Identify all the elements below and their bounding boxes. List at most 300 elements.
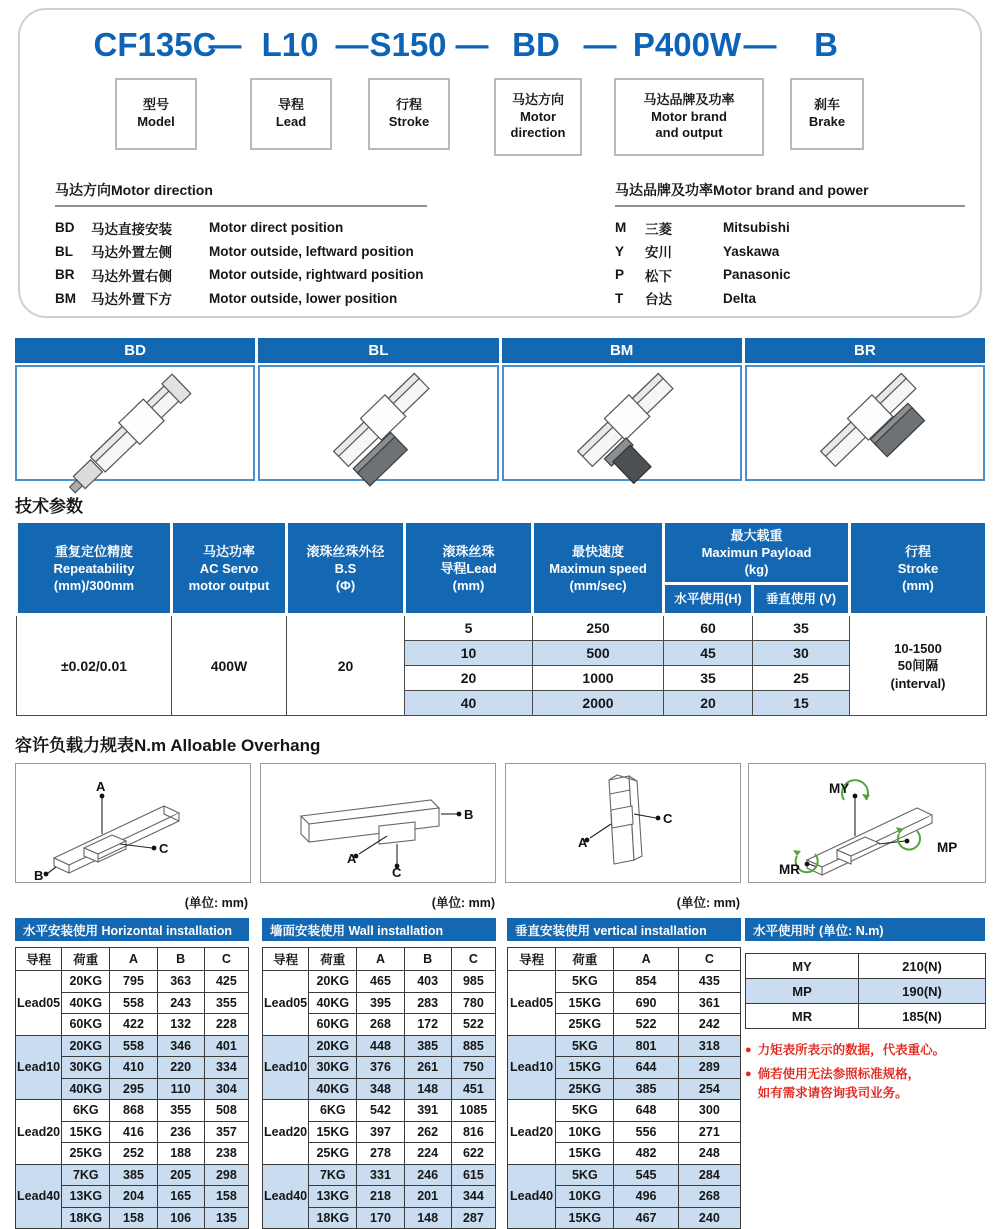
tech-cell: 20: [664, 691, 753, 716]
install-table-2: [507, 947, 741, 1229]
install-row: [263, 1100, 496, 1122]
model-code-line: [0, 26, 1000, 68]
lead-group-cell: Lead20: [508, 1100, 556, 1165]
vertical-installation-title: 垂直安装使用 vertical installation: [507, 918, 741, 941]
motor-brand-title: 马达品牌及功率Motor brand and power: [615, 180, 965, 207]
data-cell: 25KG: [556, 1078, 614, 1100]
moment-cell: MY: [746, 954, 859, 979]
tech-cell: 25: [753, 666, 850, 691]
note-item: [745, 1041, 985, 1060]
install-row: [16, 971, 249, 993]
lead-group-cell: Lead05: [16, 971, 62, 1036]
option-label-en: Motor outside, lower position: [209, 290, 398, 306]
data-cell: 448: [357, 1035, 404, 1057]
data-cell: 355: [157, 1100, 204, 1122]
install-table: [15, 947, 249, 1229]
data-cell: 397: [357, 1121, 404, 1143]
note-line: 力矩表所表示的数据，代表重心。: [757, 1043, 946, 1057]
actuator-illustration-bd: [15, 365, 255, 481]
data-cell: 236: [157, 1121, 204, 1143]
data-cell: 172: [404, 1014, 451, 1036]
stroke-line: 10-1500: [894, 640, 942, 656]
option-label-en: Motor outside, rightward position: [209, 267, 424, 283]
data-cell: 410: [110, 1057, 157, 1079]
overhang-section-title: 容许负载力规表N.m Alloable Overhang: [15, 736, 321, 755]
data-cell: 465: [357, 971, 404, 993]
data-cell: 238: [204, 1143, 248, 1165]
tech-cell: 2000: [533, 691, 664, 716]
install-header-row: [508, 948, 741, 971]
data-cell: 522: [614, 1014, 678, 1036]
col-header: 导程: [16, 948, 62, 971]
col-header: B: [157, 948, 204, 971]
orientation-label-bl: BL: [258, 338, 498, 363]
option-label-cn: 松下: [645, 268, 672, 284]
motor-direction-item: [55, 263, 427, 287]
data-cell: 5KG: [556, 1035, 614, 1057]
data-cell: 165: [157, 1186, 204, 1208]
moment-cell: 210(N): [859, 954, 986, 979]
data-cell: 240: [678, 1207, 740, 1229]
install-header-row: [263, 948, 496, 971]
data-cell: 300: [678, 1100, 740, 1122]
actuator-illustration-bl: [258, 365, 498, 481]
note-line: 如有需求请咨询我司业务。: [757, 1085, 908, 1100]
data-cell: 110: [157, 1078, 204, 1100]
model-dash: —: [455, 26, 489, 63]
orientation-strip: [15, 338, 985, 481]
data-cell: 545: [614, 1164, 678, 1186]
model-legend-box: [250, 78, 332, 150]
data-cell: 334: [204, 1057, 248, 1079]
model-segment: BD: [512, 26, 560, 63]
note-bullet-icon: ●: [745, 1067, 752, 1080]
option-label-en: Motor outside, leftward position: [209, 243, 414, 259]
vertical-installation-block: [507, 918, 741, 1229]
moment-rating-title: 水平使用时 (单位: N.m): [745, 918, 985, 941]
col-header-payload-vertical: 垂直使用 (V): [753, 584, 850, 615]
data-cell: 644: [614, 1057, 678, 1079]
col-header: 导程: [263, 948, 309, 971]
overhang-diagram-wall: [260, 763, 496, 883]
data-cell: 622: [451, 1143, 495, 1165]
moment-cell: MR: [746, 1004, 859, 1029]
data-cell: 467: [614, 1207, 678, 1229]
col-header: 导程: [508, 948, 556, 971]
data-cell: 5KG: [556, 1164, 614, 1186]
data-cell: 385: [614, 1078, 678, 1100]
data-cell: 262: [404, 1121, 451, 1143]
legend-line: Motor brand: [651, 108, 727, 124]
legend-line: Motor: [519, 108, 557, 124]
overhang-diagram-moments: [748, 763, 986, 883]
data-cell: 271: [678, 1121, 740, 1143]
data-cell: 15KG: [309, 1121, 357, 1143]
lead-group-cell: Lead40: [16, 1164, 62, 1229]
data-cell: 357: [204, 1121, 248, 1143]
lead-group-cell: Lead40: [508, 1164, 556, 1229]
motor-direction-item: [55, 216, 427, 240]
data-cell: 10KG: [556, 1121, 614, 1143]
unit-label-wall: (单位: mm): [431, 896, 495, 910]
install-header-row: [16, 948, 249, 971]
option-label-cn: 三菱: [645, 221, 672, 237]
option-label-cn: 马达直接安装: [91, 221, 172, 237]
data-cell: 690: [614, 992, 678, 1014]
data-cell: 287: [451, 1207, 495, 1229]
lead-group-cell: Lead05: [263, 971, 309, 1036]
option-label-en: Mitsubishi: [723, 220, 790, 236]
moment-tbody: [746, 954, 986, 1029]
col-header-bs-diameter: 滚珠丝珠外径 B.S (Φ): [287, 522, 405, 615]
option-code: Y: [615, 243, 625, 259]
install-row: [263, 1035, 496, 1057]
data-cell: 243: [157, 992, 204, 1014]
tech-section-title: 技术参数: [15, 497, 83, 516]
data-cell: 985: [451, 971, 495, 993]
col-header-payload-horizontal: 水平使用(H): [664, 584, 753, 615]
data-cell: 344: [451, 1186, 495, 1208]
data-cell: 780: [451, 992, 495, 1014]
data-cell: 148: [404, 1207, 451, 1229]
col-header: A: [357, 948, 404, 971]
note-text: [758, 1041, 946, 1060]
col-header: C: [678, 948, 740, 971]
data-cell: 40KG: [62, 1078, 110, 1100]
motor-brand-items: [615, 216, 965, 310]
lead-group-cell: Lead20: [263, 1100, 309, 1165]
wall-installation-title: 墙面安装使用 Wall installation: [262, 918, 496, 941]
data-cell: 6KG: [62, 1100, 110, 1122]
moment-table: [745, 953, 986, 1029]
install-row: [508, 1164, 741, 1186]
data-cell: 5KG: [556, 1100, 614, 1122]
diagram-label: C: [663, 811, 673, 826]
data-cell: 40KG: [62, 992, 110, 1014]
diagram-label: A: [347, 851, 357, 866]
model-legend-box: [115, 78, 197, 150]
orientation-panel-bm: [502, 338, 742, 481]
data-cell: 331: [357, 1164, 404, 1186]
model-segment: S150: [369, 26, 447, 63]
data-cell: 295: [110, 1078, 157, 1100]
unit-label-horizontal: (单位: mm): [184, 896, 248, 910]
legend-line: 导程: [277, 97, 304, 113]
data-cell: 261: [404, 1057, 451, 1079]
data-cell: 615: [451, 1164, 495, 1186]
actuator-bm-drawing: [522, 370, 722, 476]
data-cell: 106: [157, 1207, 204, 1229]
data-cell: 25KG: [309, 1143, 357, 1165]
actuator-illustration-bm: [502, 365, 742, 481]
tech-cell: 5: [405, 615, 533, 641]
data-cell: 18KG: [309, 1207, 357, 1229]
data-cell: 15KG: [62, 1121, 110, 1143]
data-cell: 482: [614, 1143, 678, 1165]
model-segment: B: [814, 26, 838, 63]
notes-list: [745, 1041, 985, 1102]
moment-cell: 190(N): [859, 979, 986, 1004]
data-cell: 254: [678, 1078, 740, 1100]
data-cell: 385: [404, 1035, 451, 1057]
actuator-br-drawing: [765, 370, 965, 476]
col-header-repeatability: 重复定位精度 Repeatability (mm)/300mm: [17, 522, 172, 615]
data-cell: 25KG: [62, 1143, 110, 1165]
option-label-en: Delta: [723, 290, 757, 306]
option-label-cn: 马达外置下方: [91, 292, 172, 308]
motor-brand-item: [615, 287, 965, 311]
data-cell: 148: [404, 1078, 451, 1100]
data-cell: 158: [110, 1207, 157, 1229]
data-cell: 20KG: [62, 971, 110, 993]
legend-line: 马达品牌及功率: [643, 91, 735, 107]
tech-header-row: [17, 522, 987, 584]
tech-cell: 15: [753, 691, 850, 716]
data-cell: 355: [204, 992, 248, 1014]
data-cell: 30KG: [62, 1057, 110, 1079]
option-code: BM: [55, 290, 76, 306]
col-header-payload: 最大载重 Maximun Payload (kg): [664, 522, 850, 584]
data-cell: 60KG: [62, 1014, 110, 1036]
data-cell: 363: [157, 971, 204, 993]
option-label-en: Motor direct position: [209, 220, 344, 236]
col-header: C: [204, 948, 248, 971]
data-cell: 395: [357, 992, 404, 1014]
data-cell: 522: [451, 1014, 495, 1036]
diagram-label: B: [464, 807, 474, 822]
col-header: C: [451, 948, 495, 971]
tech-table: [15, 520, 988, 716]
data-cell: 13KG: [309, 1186, 357, 1208]
option-label-en: Panasonic: [723, 267, 791, 283]
tech-cell: 30: [753, 641, 850, 666]
install-row: [263, 1164, 496, 1186]
data-cell: 304: [204, 1078, 248, 1100]
tech-cell: 35: [753, 615, 850, 641]
install-row: [16, 1035, 249, 1057]
data-cell: 10KG: [556, 1186, 614, 1208]
model-legend-box: [790, 78, 864, 150]
data-cell: 648: [614, 1100, 678, 1122]
model-dash: —: [583, 26, 617, 63]
data-cell: 801: [614, 1035, 678, 1057]
option-label-cn: 台达: [645, 292, 672, 308]
orientation-panel-br: [745, 338, 985, 481]
data-cell: 135: [204, 1207, 248, 1229]
option-code: T: [615, 290, 624, 306]
data-cell: 170: [357, 1207, 404, 1229]
model-legend-box: [368, 78, 450, 150]
legend-line: and output: [655, 125, 723, 141]
data-cell: 5KG: [556, 971, 614, 993]
data-cell: 558: [110, 1035, 157, 1057]
moment-cell: 185(N): [859, 1004, 986, 1029]
orientation-panel-bl: [258, 338, 498, 481]
data-cell: 750: [451, 1057, 495, 1079]
motor-brand-item: [615, 240, 965, 264]
data-cell: 1085: [451, 1100, 495, 1122]
model-dash: —: [743, 26, 777, 63]
install-table: [262, 947, 496, 1229]
option-label-cn: 马达外置左侧: [91, 245, 172, 261]
legend-line: 行程: [395, 97, 422, 113]
data-cell: 246: [404, 1164, 451, 1186]
lead-group-cell: Lead10: [16, 1035, 62, 1100]
motor-direction-title: 马达方向Motor direction: [55, 180, 427, 207]
data-cell: 60KG: [309, 1014, 357, 1036]
col-header: A: [614, 948, 678, 971]
diagram-label: MR: [779, 862, 800, 877]
note-line: 倘若使用无法参照标准规格，: [757, 1066, 921, 1081]
wall-installation-block: [262, 918, 496, 1229]
install-row: [508, 971, 741, 993]
data-cell: 204: [110, 1186, 157, 1208]
note-text: [758, 1065, 921, 1103]
actuator-bd-drawing: [35, 370, 235, 476]
tech-repeatability: ±0.02/0.01: [17, 615, 172, 716]
col-header: 荷重: [556, 948, 614, 971]
data-cell: 15KG: [556, 1057, 614, 1079]
legend-line: direction: [510, 125, 566, 141]
stroke-line: 50间隔: [897, 658, 939, 674]
data-cell: 220: [157, 1057, 204, 1079]
model-segment: P400W: [632, 26, 742, 63]
install-table-1: [262, 947, 496, 1229]
overhang-diagram-vertical: [505, 763, 741, 883]
data-cell: 40KG: [309, 1078, 357, 1100]
legend-line: Lead: [275, 114, 307, 129]
legend-line: 马达方向: [511, 91, 564, 107]
data-cell: 422: [110, 1014, 157, 1036]
moment-row: [746, 954, 986, 979]
data-cell: 885: [451, 1035, 495, 1057]
option-code: BD: [55, 220, 75, 236]
note-bullet-icon: ●: [745, 1044, 752, 1056]
legend-line: 刹车: [813, 97, 840, 113]
model-dash: —: [335, 26, 369, 63]
actuator-illustration-br: [745, 365, 985, 481]
data-cell: 376: [357, 1057, 404, 1079]
orientation-label-br: BR: [745, 338, 985, 363]
unit-label-vertical: (单位: mm): [676, 896, 740, 910]
install-row: [508, 1100, 741, 1122]
lead-group-cell: Lead10: [263, 1035, 309, 1100]
diagram-label: MP: [937, 840, 958, 855]
data-cell: 15KG: [556, 1207, 614, 1229]
data-cell: 201: [404, 1186, 451, 1208]
moment-row: [746, 1004, 986, 1029]
data-cell: 224: [404, 1143, 451, 1165]
data-cell: 868: [110, 1100, 157, 1122]
data-cell: 318: [678, 1035, 740, 1057]
data-cell: 158: [204, 1186, 248, 1208]
install-row: [16, 1100, 249, 1122]
model-legend-box: [494, 78, 582, 156]
data-cell: 284: [678, 1164, 740, 1186]
motor-direction-section: [55, 180, 427, 310]
legend-line: Stroke: [388, 114, 430, 129]
data-cell: 40KG: [309, 992, 357, 1014]
model-dash: —: [208, 26, 242, 63]
tech-motor-output: 400W: [172, 615, 287, 716]
data-cell: 268: [357, 1014, 404, 1036]
install-table-0: [15, 947, 249, 1229]
motor-direction-item: [55, 240, 427, 264]
data-cell: 25KG: [556, 1014, 614, 1036]
tech-cell: 10: [405, 641, 533, 666]
col-header-motor-output: 马达功率 AC Servo motor output: [172, 522, 287, 615]
orientation-label-bd: BD: [15, 338, 255, 363]
data-cell: 425: [204, 971, 248, 993]
tech-cell: 1000: [533, 666, 664, 691]
option-code: P: [615, 267, 625, 283]
data-cell: 795: [110, 971, 157, 993]
tech-cell: 60: [664, 615, 753, 641]
data-cell: 346: [157, 1035, 204, 1057]
data-cell: 30KG: [309, 1057, 357, 1079]
tech-cell: 20: [405, 666, 533, 691]
lead-group-cell: Lead40: [263, 1164, 309, 1229]
data-cell: 289: [678, 1057, 740, 1079]
option-label-en: Yaskawa: [723, 243, 780, 259]
model-legend-box: [614, 78, 764, 156]
option-label-cn: 马达外置右侧: [91, 268, 172, 284]
col-header-lead: 滚珠丝珠 导程Lead (mm): [405, 522, 533, 615]
data-cell: 391: [404, 1100, 451, 1122]
data-cell: 451: [451, 1078, 495, 1100]
col-header: A: [110, 948, 157, 971]
model-segment: L10: [261, 26, 319, 63]
moment-row: [746, 979, 986, 1004]
model-segment: CF135C: [93, 26, 217, 63]
data-cell: 252: [110, 1143, 157, 1165]
data-cell: 361: [678, 992, 740, 1014]
data-cell: 496: [614, 1186, 678, 1208]
motor-brand-section: [615, 180, 965, 310]
data-cell: 228: [204, 1014, 248, 1036]
data-cell: 13KG: [62, 1186, 110, 1208]
lead-group-cell: Lead20: [16, 1100, 62, 1165]
moment-cell: MP: [746, 979, 859, 1004]
data-cell: 20KG: [62, 1035, 110, 1057]
tech-stroke: [850, 615, 987, 716]
lead-group-cell: Lead05: [508, 971, 556, 1036]
tech-cell: 45: [664, 641, 753, 666]
data-cell: 278: [357, 1143, 404, 1165]
data-cell: 401: [204, 1035, 248, 1057]
data-cell: 15KG: [556, 992, 614, 1014]
data-cell: 7KG: [309, 1164, 357, 1186]
data-cell: 283: [404, 992, 451, 1014]
data-cell: 816: [451, 1121, 495, 1143]
option-code: BR: [55, 267, 75, 283]
moment-rating-block: [745, 918, 985, 1107]
data-cell: 18KG: [62, 1207, 110, 1229]
motor-direction-item: [55, 287, 427, 311]
option-label-cn: 安川: [645, 245, 672, 261]
data-cell: 385: [110, 1164, 157, 1186]
legend-line: 型号: [142, 97, 169, 113]
overhang-diagram-horizontal: [15, 763, 251, 883]
option-code: M: [615, 220, 627, 236]
data-cell: 132: [157, 1014, 204, 1036]
install-row: [508, 1035, 741, 1057]
wall-overhang-drawing: [261, 764, 491, 878]
data-cell: 188: [157, 1143, 204, 1165]
install-row: [263, 971, 496, 993]
note-item: [745, 1065, 985, 1103]
data-cell: 248: [678, 1143, 740, 1165]
